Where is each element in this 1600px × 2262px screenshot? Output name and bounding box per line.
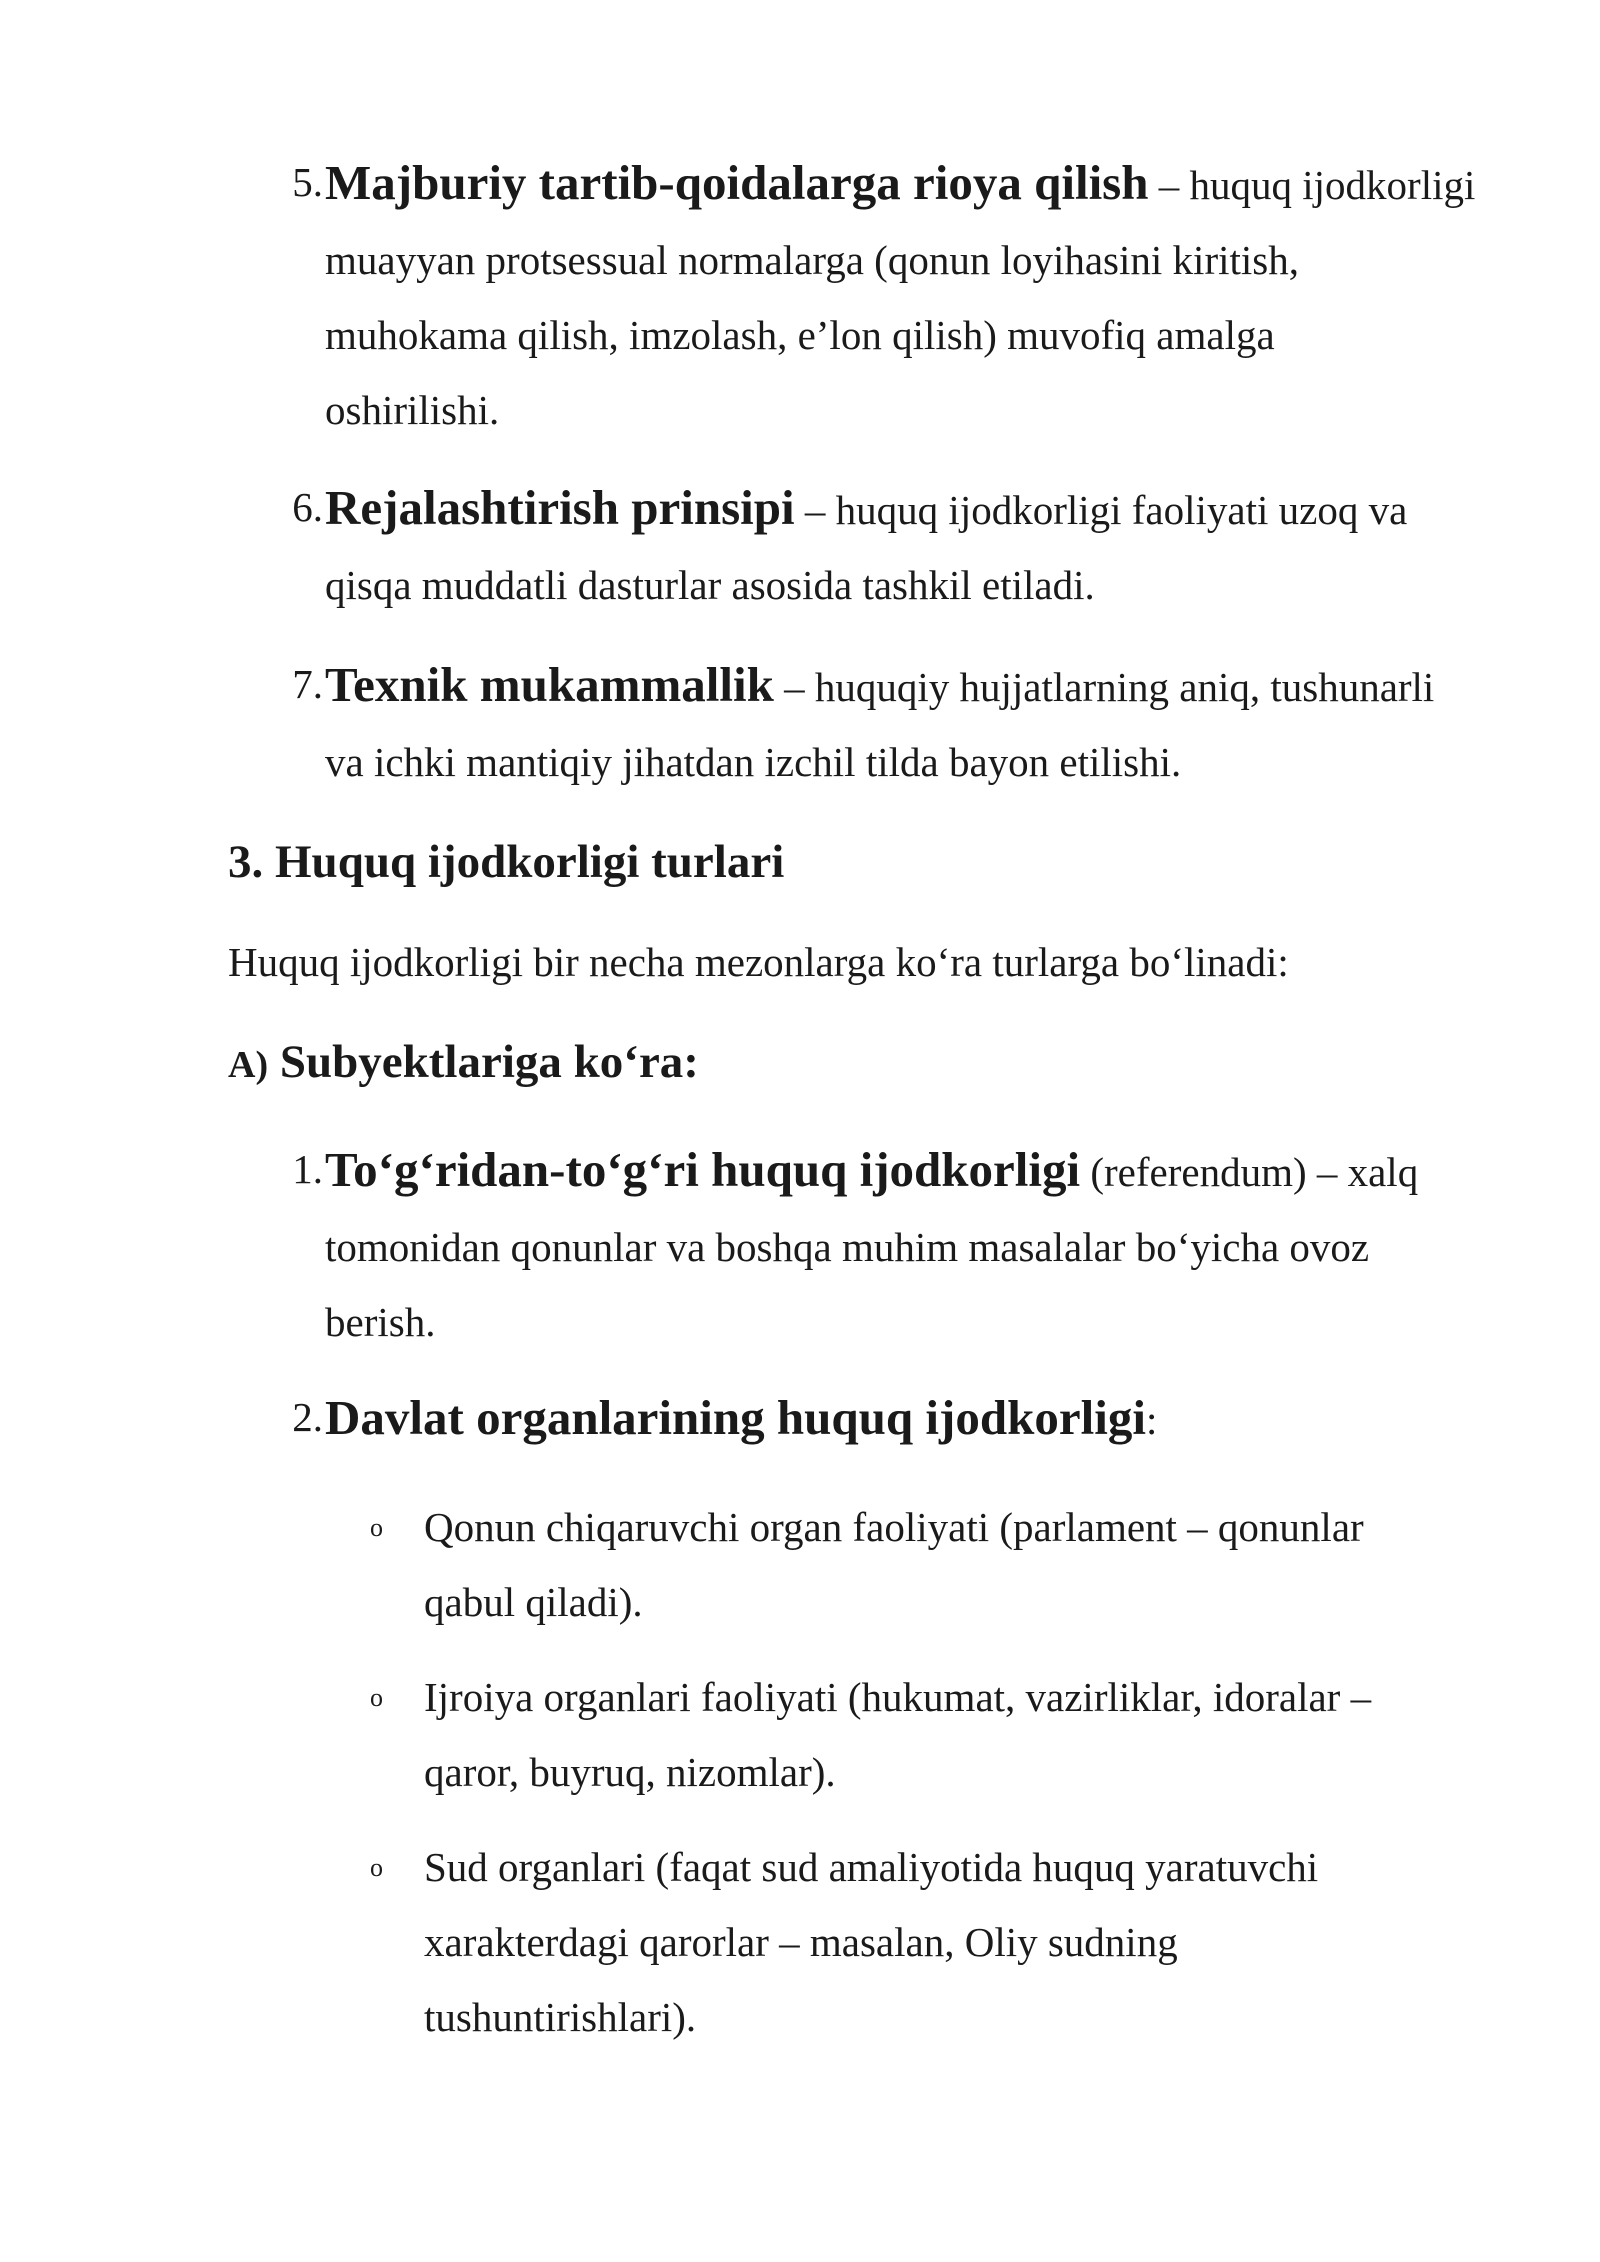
bullet-text: Qonun chiqaruvchi organ faoliyati (parlament – qonunlar <box>424 1504 1364 1550</box>
bullet-item <box>370 1830 1520 2055</box>
bullet-text: qaror, buyruq, nizomlar). <box>424 1749 836 1795</box>
bullet-text: xarakterdagi qarorlar – masalan, Oliy sudning <box>424 1919 1178 1965</box>
list-item-title: To‘g‘ridan-to‘g‘ri huquq ijodkorligi <box>325 1142 1081 1197</box>
list-item-text: – huquq ijodkorligi <box>1148 162 1476 208</box>
list-item-1 <box>273 1132 1513 1360</box>
list-item-text: tomonidan qonunlar va boshqa muhim masalalar bo‘yicha ovoz <box>325 1224 1370 1270</box>
list-item-title: Davlat organlarining huquq ijodkorligi <box>325 1390 1146 1445</box>
intro-paragraph: Huquq ijodkorligi bir necha mezonlarga ko‘ra turlarga bo‘linadi: <box>228 939 1289 985</box>
list-item-text: : <box>1145 1397 1158 1443</box>
list-item-body <box>325 1380 1513 1458</box>
list-item-body <box>325 1132 1513 1360</box>
list-item-text: oshirilishi. <box>325 387 500 433</box>
bullet-item <box>370 1490 1520 1640</box>
list-number: 7. <box>292 661 323 707</box>
list-item-text: (referendum) – xalq <box>1080 1149 1419 1195</box>
bullet-item <box>370 1660 1520 1810</box>
list-number: 6. <box>292 484 323 530</box>
list-number: 1. <box>292 1146 323 1192</box>
list-item-text: muhokama qilish, imzolash, e’lon qilish) muvofiq amalga <box>325 312 1275 358</box>
bullet-marker: o <box>370 1683 383 1712</box>
bullet-text: qabul qiladi). <box>424 1579 643 1625</box>
list-item-title: Rejalashtirish prinsipi <box>325 480 795 535</box>
list-item-text: qisqa muddatli dasturlar asosida tashkil etiladi. <box>325 562 1095 608</box>
list-item-7 <box>273 647 1513 800</box>
list-item-title: Majburiy tartib-qoidalarga rioya qilish <box>325 155 1149 210</box>
bullet-marker: o <box>370 1853 383 1882</box>
bullet-text: tushuntirishlari). <box>424 1994 697 2040</box>
list-item-title: Texnik mukammallik <box>325 657 774 712</box>
bullet-text: Sud organlari (faqat sud amaliyotida huquq yaratuvchi <box>424 1844 1319 1890</box>
list-item-text: – huquqiy hujjatlarning aniq, tushunarli <box>773 664 1435 710</box>
list-item-text: – huquq ijodkorligi faoliyati uzoq va <box>794 487 1408 533</box>
list-item-text: va ichki mantiqiy jihatdan izchil tilda bayon etilishi. <box>325 739 1182 785</box>
subsection-heading <box>228 1025 699 1103</box>
section-heading: 3. Huquq ijodkorligi turlari <box>228 836 785 888</box>
list-item-text: berish. <box>325 1299 436 1345</box>
list-number: 5. <box>292 159 323 205</box>
subsection-title: Subyektlariga ko‘ra: <box>268 1036 699 1088</box>
list-item-body <box>325 647 1513 800</box>
subsection-prefix: A) <box>228 1044 269 1086</box>
list-item-body <box>325 145 1513 448</box>
bullet-body <box>424 1830 1520 2055</box>
list-number: 2. <box>292 1394 323 1440</box>
list-item-6 <box>273 470 1513 623</box>
list-item-text: muayyan protsessual normalarga (qonun loyihasini kiritish, <box>325 237 1299 283</box>
bullet-body <box>424 1660 1520 1810</box>
bullet-body <box>424 1490 1520 1640</box>
list-item-body <box>325 470 1513 623</box>
list-item-2 <box>273 1380 1513 1458</box>
list-item-5 <box>273 145 1513 448</box>
bullet-marker: o <box>370 1513 383 1542</box>
bullet-text: Ijroiya organlari faoliyati (hukumat, vazirliklar, idoralar – <box>424 1674 1372 1720</box>
